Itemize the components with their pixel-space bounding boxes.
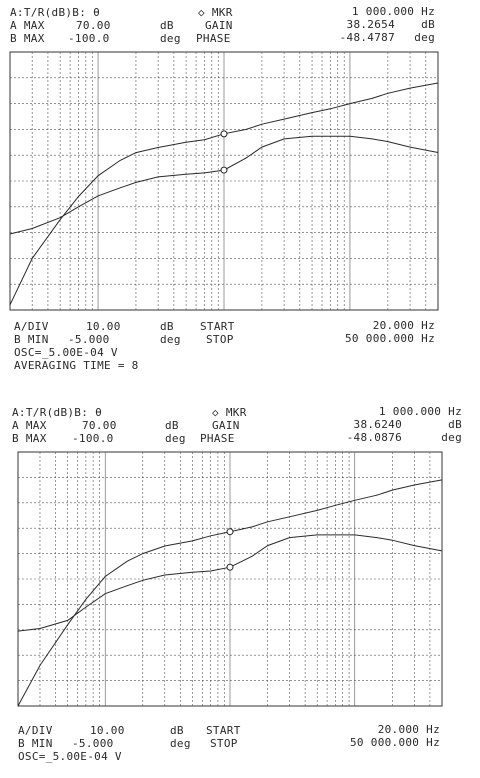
b-param-1: PHASE <box>196 32 231 45</box>
gain-unit-1: dB <box>421 18 435 31</box>
gain-point <box>289 516 290 517</box>
marker-freq-1: 1 000.000 Hz <box>351 5 435 18</box>
bmin-label-2: B MIN <box>18 737 53 750</box>
phase-point <box>414 545 415 546</box>
phase-point <box>186 174 187 175</box>
phase-point <box>392 540 393 541</box>
gain-point <box>438 83 439 84</box>
b-unit-1: deg <box>160 32 181 45</box>
gain-point <box>142 553 143 554</box>
phase-point <box>442 551 443 552</box>
a-param-2: GAIN <box>212 419 240 432</box>
phase-point <box>164 575 165 576</box>
div-unit-1: dB <box>160 320 174 333</box>
stop-label-1: STOP <box>206 333 234 346</box>
phase-point <box>78 206 79 207</box>
gain-point <box>387 93 388 94</box>
phase-point <box>192 572 193 573</box>
phase-point <box>289 537 290 538</box>
gain-point <box>317 510 318 511</box>
gain-point <box>246 129 247 130</box>
div-unit-2: dB <box>170 724 184 737</box>
phase-unit-1: deg <box>414 31 435 44</box>
marker-label-1: ◇ MKR <box>198 6 233 19</box>
start-label-2: START <box>206 724 241 737</box>
phase-point <box>312 136 313 137</box>
a-max-label-1: A MAX <box>10 19 45 32</box>
a-max-value-1: 70.00 <box>76 19 111 32</box>
gain-point <box>98 175 99 176</box>
start-value-1: 20.000 Hz <box>372 319 435 332</box>
gain-point <box>10 304 11 305</box>
osc-label-2: OSC=_5.00E-04 V <box>18 750 122 763</box>
gain-point <box>158 147 159 148</box>
bmin-unit-2: deg <box>170 737 191 750</box>
b-param-2: PHASE <box>200 432 235 445</box>
gain-point <box>252 527 253 528</box>
a-unit-2: dB <box>165 419 179 432</box>
b-max-value-2: -100.0 <box>72 432 114 445</box>
gain-point <box>376 495 377 496</box>
averaging-label-1: AVERAGING TIME = 8 <box>14 359 139 372</box>
gain-point <box>192 541 193 542</box>
marker-phase <box>221 167 227 173</box>
a-max-value-2: 70.00 <box>82 419 117 432</box>
gain-point <box>262 124 263 125</box>
gain-point <box>354 500 355 501</box>
gain-point <box>164 546 165 547</box>
gain-point <box>60 219 61 220</box>
phase-value-1: -48.4787 <box>339 31 395 44</box>
gain-value-2: 38.6240 <box>353 418 402 431</box>
marker-phase <box>227 564 233 570</box>
phase-point <box>267 545 268 546</box>
gain-point <box>372 98 373 99</box>
gain-point <box>330 108 331 109</box>
stop-value-2: 50 000.000 Hz <box>350 736 440 749</box>
gain-point <box>312 112 313 113</box>
bmin-value-2: -5.000 <box>72 737 114 750</box>
phase-value-2: -48.0876 <box>346 431 402 444</box>
marker-gain <box>221 131 227 137</box>
phase-point <box>105 593 106 594</box>
bmin-value-1: -5.000 <box>68 333 110 346</box>
phase-point <box>10 234 11 235</box>
phase-point <box>438 152 439 153</box>
gain-point <box>350 103 351 104</box>
a-max-label-2: A MAX <box>12 419 47 432</box>
a-param-1: GAIN <box>205 19 233 32</box>
phase-point <box>210 571 211 572</box>
gain-point <box>204 139 205 140</box>
gain-point <box>392 490 393 491</box>
gain-value-1: 38.2654 <box>346 18 395 31</box>
phase-point <box>246 158 247 159</box>
gain-point <box>105 576 106 577</box>
phase-point <box>317 534 318 535</box>
a-unit-1: dB <box>160 19 174 32</box>
phase-point <box>40 628 41 629</box>
phase-point <box>136 182 137 183</box>
gain-point <box>210 535 211 536</box>
gain-point <box>127 561 128 562</box>
b-max-label-2: B MAX <box>12 432 47 445</box>
phase-point <box>60 217 61 218</box>
phase-point <box>410 147 411 148</box>
phase-point <box>335 534 336 535</box>
b-max-label-1: B MAX <box>10 32 45 45</box>
marker-gain <box>227 529 233 535</box>
osc-label-1: OSC=_5.00E-04 V <box>14 346 118 359</box>
gain-point <box>32 258 33 259</box>
gain-point <box>267 521 268 522</box>
phase-point <box>262 147 263 148</box>
start-value-2: 20.000 Hz <box>377 723 440 736</box>
gain-point <box>335 505 336 506</box>
gain-point <box>136 152 137 153</box>
phase-point <box>127 585 128 586</box>
start-label-1: START <box>200 320 235 333</box>
mode-label-1: A:T/R(dB)B: θ <box>10 6 100 19</box>
phase-point <box>98 196 99 197</box>
b-max-value-1: -100.0 <box>68 32 110 45</box>
gain-point <box>284 119 285 120</box>
stop-label-2: STOP <box>210 737 238 750</box>
phase-unit-2: deg <box>441 431 462 444</box>
phase-point <box>85 607 86 608</box>
phase-point <box>350 136 351 137</box>
phase-point <box>284 139 285 140</box>
phase-point <box>372 139 373 140</box>
gain-point <box>186 142 187 143</box>
phase-point <box>120 187 121 188</box>
div-label-2: A/DIV <box>18 724 53 737</box>
phase-point <box>32 228 33 229</box>
bode-plot-2 <box>0 444 480 714</box>
phase-point <box>67 620 68 621</box>
bmin-label-1: B MIN <box>14 333 49 346</box>
phase-point <box>18 631 19 632</box>
phase-point <box>204 172 205 173</box>
marker-freq-2: 1 000.000 Hz <box>378 405 462 418</box>
b-unit-2: deg <box>165 432 186 445</box>
phase-point <box>387 141 388 142</box>
bode-plot-1 <box>0 44 480 314</box>
div-label-1: A/DIV <box>14 320 49 333</box>
gain-point <box>442 480 443 481</box>
gain-point <box>18 706 19 707</box>
gain-point <box>85 599 86 600</box>
phase-point <box>330 136 331 137</box>
stop-value-1: 50 000.000 Hz <box>345 332 435 345</box>
gain-point <box>40 665 41 666</box>
phase-point <box>158 177 159 178</box>
gain-point <box>120 160 121 161</box>
mode-label-2: A:T/R(dB)B: θ <box>12 406 102 419</box>
gain-unit-2: dB <box>448 418 462 431</box>
marker-label-2: ◇ MKR <box>212 406 247 419</box>
div-value-1: 10.00 <box>86 320 121 333</box>
phase-point <box>354 534 355 535</box>
gain-point <box>410 88 411 89</box>
bmin-unit-1: deg <box>160 333 181 346</box>
phase-point <box>252 556 253 557</box>
div-value-2: 10.00 <box>90 724 125 737</box>
gain-point <box>414 485 415 486</box>
phase-point <box>376 537 377 538</box>
gain-point <box>67 624 68 625</box>
gain-point <box>78 196 79 197</box>
phase-point <box>142 580 143 581</box>
